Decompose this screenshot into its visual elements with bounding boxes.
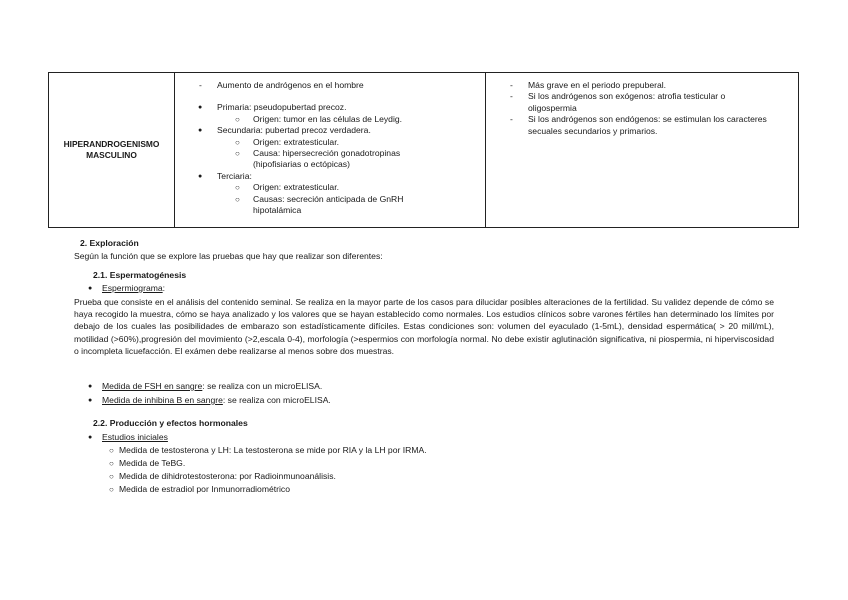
section-heading-exploracion: 2. Exploración (80, 238, 139, 248)
list-item: ○ Medida de estradiol por Inmunorradiométrico (109, 484, 809, 496)
espermiograma-paragraph: Prueba que consiste en el análisis del contenido seminal. Se realiza en la mayor parte de los casos para dilucidar posibles alteraciones de la fertilidad. Su validez depende de cómo se haya recogido la muestra, cómo se haya analizado y los valores que se hayan establecido como normales. Los estudios clínicos sobre varones fértiles han determinado los límites por debajo de los cuales las posibilidades de embarazo son estadísticamente difíciles. Estas condiciones son: volumen del eyaculado (1-5mL), densidad espermática( > 20 mill/mL), motilidad (>60%),progresión del movimiento (>2,escala 0-4), morfología (>espermios con morfología normal. No debe existir aglutinación significativa, ni piospermia, ni hiperviscosidad o incompleta licuefacción. El exámen debe realizarse al menos sobre dos muestras. (74, 297, 774, 356)
inhibina-label: Medida de inhibina B en sangre (102, 395, 223, 405)
bullet-inhibina (88, 395, 788, 407)
list-item: ○ Causa: hipersecreción gonadotropinas (197, 148, 479, 159)
list-item-continuation: oligospermia (528, 102, 577, 113)
section-intro: Según la función que se explore las pruebas que hay que realizar son diferentes: (74, 251, 383, 261)
list-item-continuation: hipotalámica (253, 205, 302, 216)
estudios-iniciales-label: Estudios iniciales (102, 432, 168, 442)
list-item: ● Terciaria: (197, 171, 479, 182)
list-item: ○ Causas: secreción anticipada de GnRH (197, 194, 479, 205)
estudios-list (109, 445, 809, 496)
section-heading-espermatogenesis: 2.1. Espermatogénesis (93, 270, 187, 280)
bullet-espermiograma (88, 283, 788, 295)
table-title-cell (49, 73, 175, 227)
list-item: ● Primaria: pseudopubertad precoz. (197, 102, 479, 113)
list-item: ● Secundaria: pubertad precoz verdadera. (197, 125, 479, 136)
table-title-line1: HIPERANDROGENISMO (63, 139, 160, 149)
list-item: ○ Origen: tumor en las células de Leydig. (197, 114, 479, 125)
bullet-fsh (88, 381, 788, 393)
fsh-label: Medida de FSH en sangre (102, 381, 203, 391)
list-item: - Aumento de andrógenos en el hombre (197, 80, 479, 91)
list-item: - Si los andrógenos son exógenos: atrofia testicular o (508, 91, 792, 102)
table-notes-cell (486, 73, 798, 227)
list-item: ○ Medida de TeBG. (109, 458, 809, 470)
table-title-line2: MASCULINO (86, 150, 137, 160)
hyperandrogenism-table (48, 72, 799, 228)
list-item-continuation: secuales secundarios y primarios. (528, 125, 658, 136)
section-heading-produccion: 2.2. Producción y efectos hormonales (93, 418, 248, 428)
inhibina-text: : se realiza con microELISA. (222, 395, 331, 405)
list-item: - Si los andrógenos son endógenos: se estimulan los caracteres (508, 114, 792, 125)
bullet-estudios-iniciales (88, 432, 788, 444)
fsh-text: : se realiza con un microELISA. (202, 381, 323, 391)
list-item: ○ Medida de testosterona y LH: La testosterona se mide por RIA y la LH por IRMA. (109, 445, 809, 457)
list-item: ○ Origen: extratesticular. (197, 137, 479, 148)
list-item: ○ Medida de dihidrotestosterona: por Radioinmunoanálisis. (109, 471, 809, 483)
espermiograma-label: Espermiograma (102, 283, 163, 293)
list-item-continuation: (hipofisiarias o ectópicas) (253, 159, 350, 170)
list-item: - Más grave en el periodo prepuberal. (508, 80, 792, 91)
espermiograma-suffix: : (162, 283, 166, 293)
table-classification-cell (175, 73, 486, 227)
list-item: ○ Origen: extratesticular. (197, 182, 479, 193)
